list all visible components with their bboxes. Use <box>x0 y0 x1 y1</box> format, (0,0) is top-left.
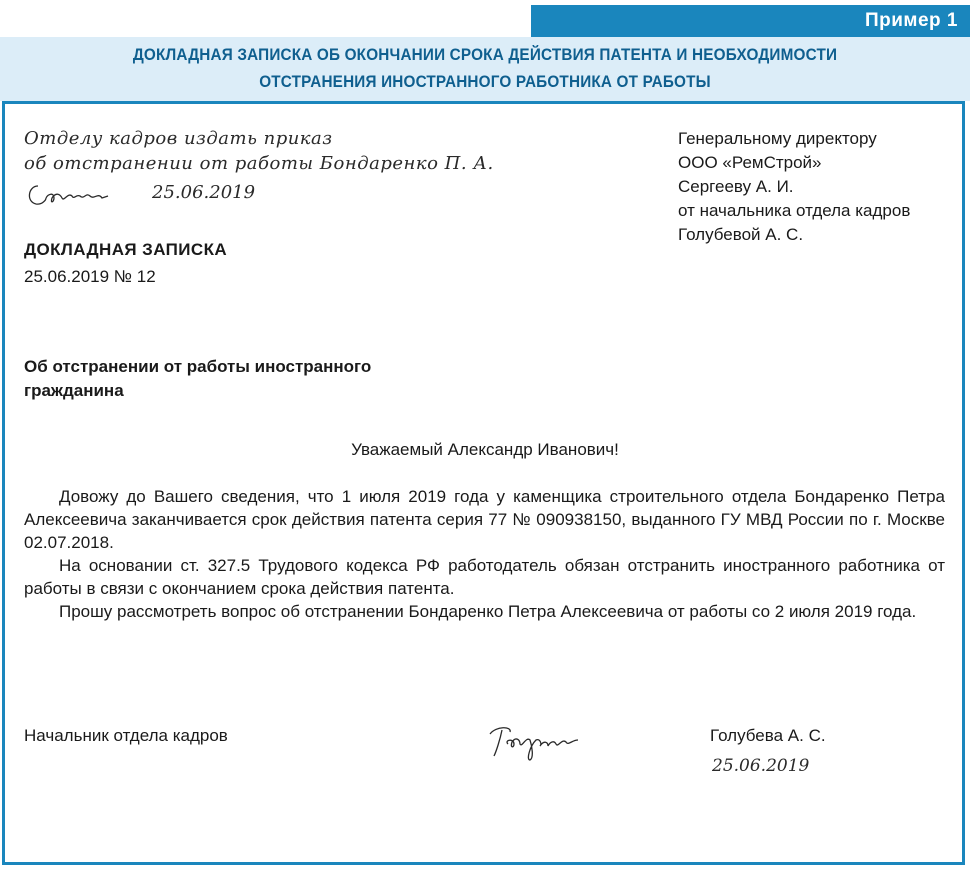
document-type: ДОКЛАДНАЯ ЗАПИСКА <box>24 240 228 259</box>
addressee-line-1: Генеральному директору <box>678 129 877 148</box>
resolution-signature-mark <box>24 180 114 214</box>
example-label: Пример 1 <box>531 5 970 37</box>
signer-name: Голубева А. С. <box>710 726 826 745</box>
addressee-line-3: Сергееву А. И. <box>678 177 794 196</box>
subject-line-1: Об отстранении от работы иностранного <box>24 357 372 376</box>
addressee-line-5: Голубевой А. С. <box>678 225 804 244</box>
resolution-line-1: Отделу кадров издать приказ <box>24 128 333 149</box>
body-paragraph-1: Довожу до Вашего сведения, что 1 июля 2019 года у каменщика строительного отдела Бондаренко Петра Алексеевича заканчивается срок действия патента серия 77 № 090938150, выданного ГУ МВД России по г. Москве 02.07.2018. <box>24 487 945 552</box>
addressee-line-2: ООО «РемСтрой» <box>678 153 822 172</box>
addressee-line-4: от начальника отдела кадров <box>678 201 911 220</box>
title-line-2: ОТСТРАНЕНИЯ ИНОСТРАННОГО РАБОТНИКА ОТ РАБОТЫ <box>259 72 711 91</box>
resolution-line-2: об отстранении от работы Бондаренко П. А. <box>24 153 494 174</box>
resolution-date: 25.06.2019 <box>152 182 256 203</box>
title-band <box>0 37 970 101</box>
footer-signature-mark <box>486 722 586 764</box>
subject-line-2: гражданина <box>24 381 124 400</box>
title-line-1: ДОКЛАДНАЯ ЗАПИСКА ОБ ОКОНЧАНИИ СРОКА ДЕЙСТВИЯ ПАТЕНТА И НЕОБХОДИМОСТИ <box>132 45 838 64</box>
salutation: Уважаемый Александр Иванович! <box>351 440 619 459</box>
body-paragraph-2: На основании ст. 327.5 Трудового кодекса РФ работодатель обязан отстранить иностранного работника от работы в связи с окончанием срока действия патента. <box>24 556 945 598</box>
body-paragraph-3: Прошу рассмотреть вопрос об отстранении Бондаренко Петра Алексеевича от работы со 2 июля 2019 года. <box>59 602 917 621</box>
document-date-number: 25.06.2019 № 12 <box>24 267 156 286</box>
signature-date: 25.06.2019 <box>712 756 810 776</box>
signer-position: Начальник отдела кадров <box>24 726 228 745</box>
